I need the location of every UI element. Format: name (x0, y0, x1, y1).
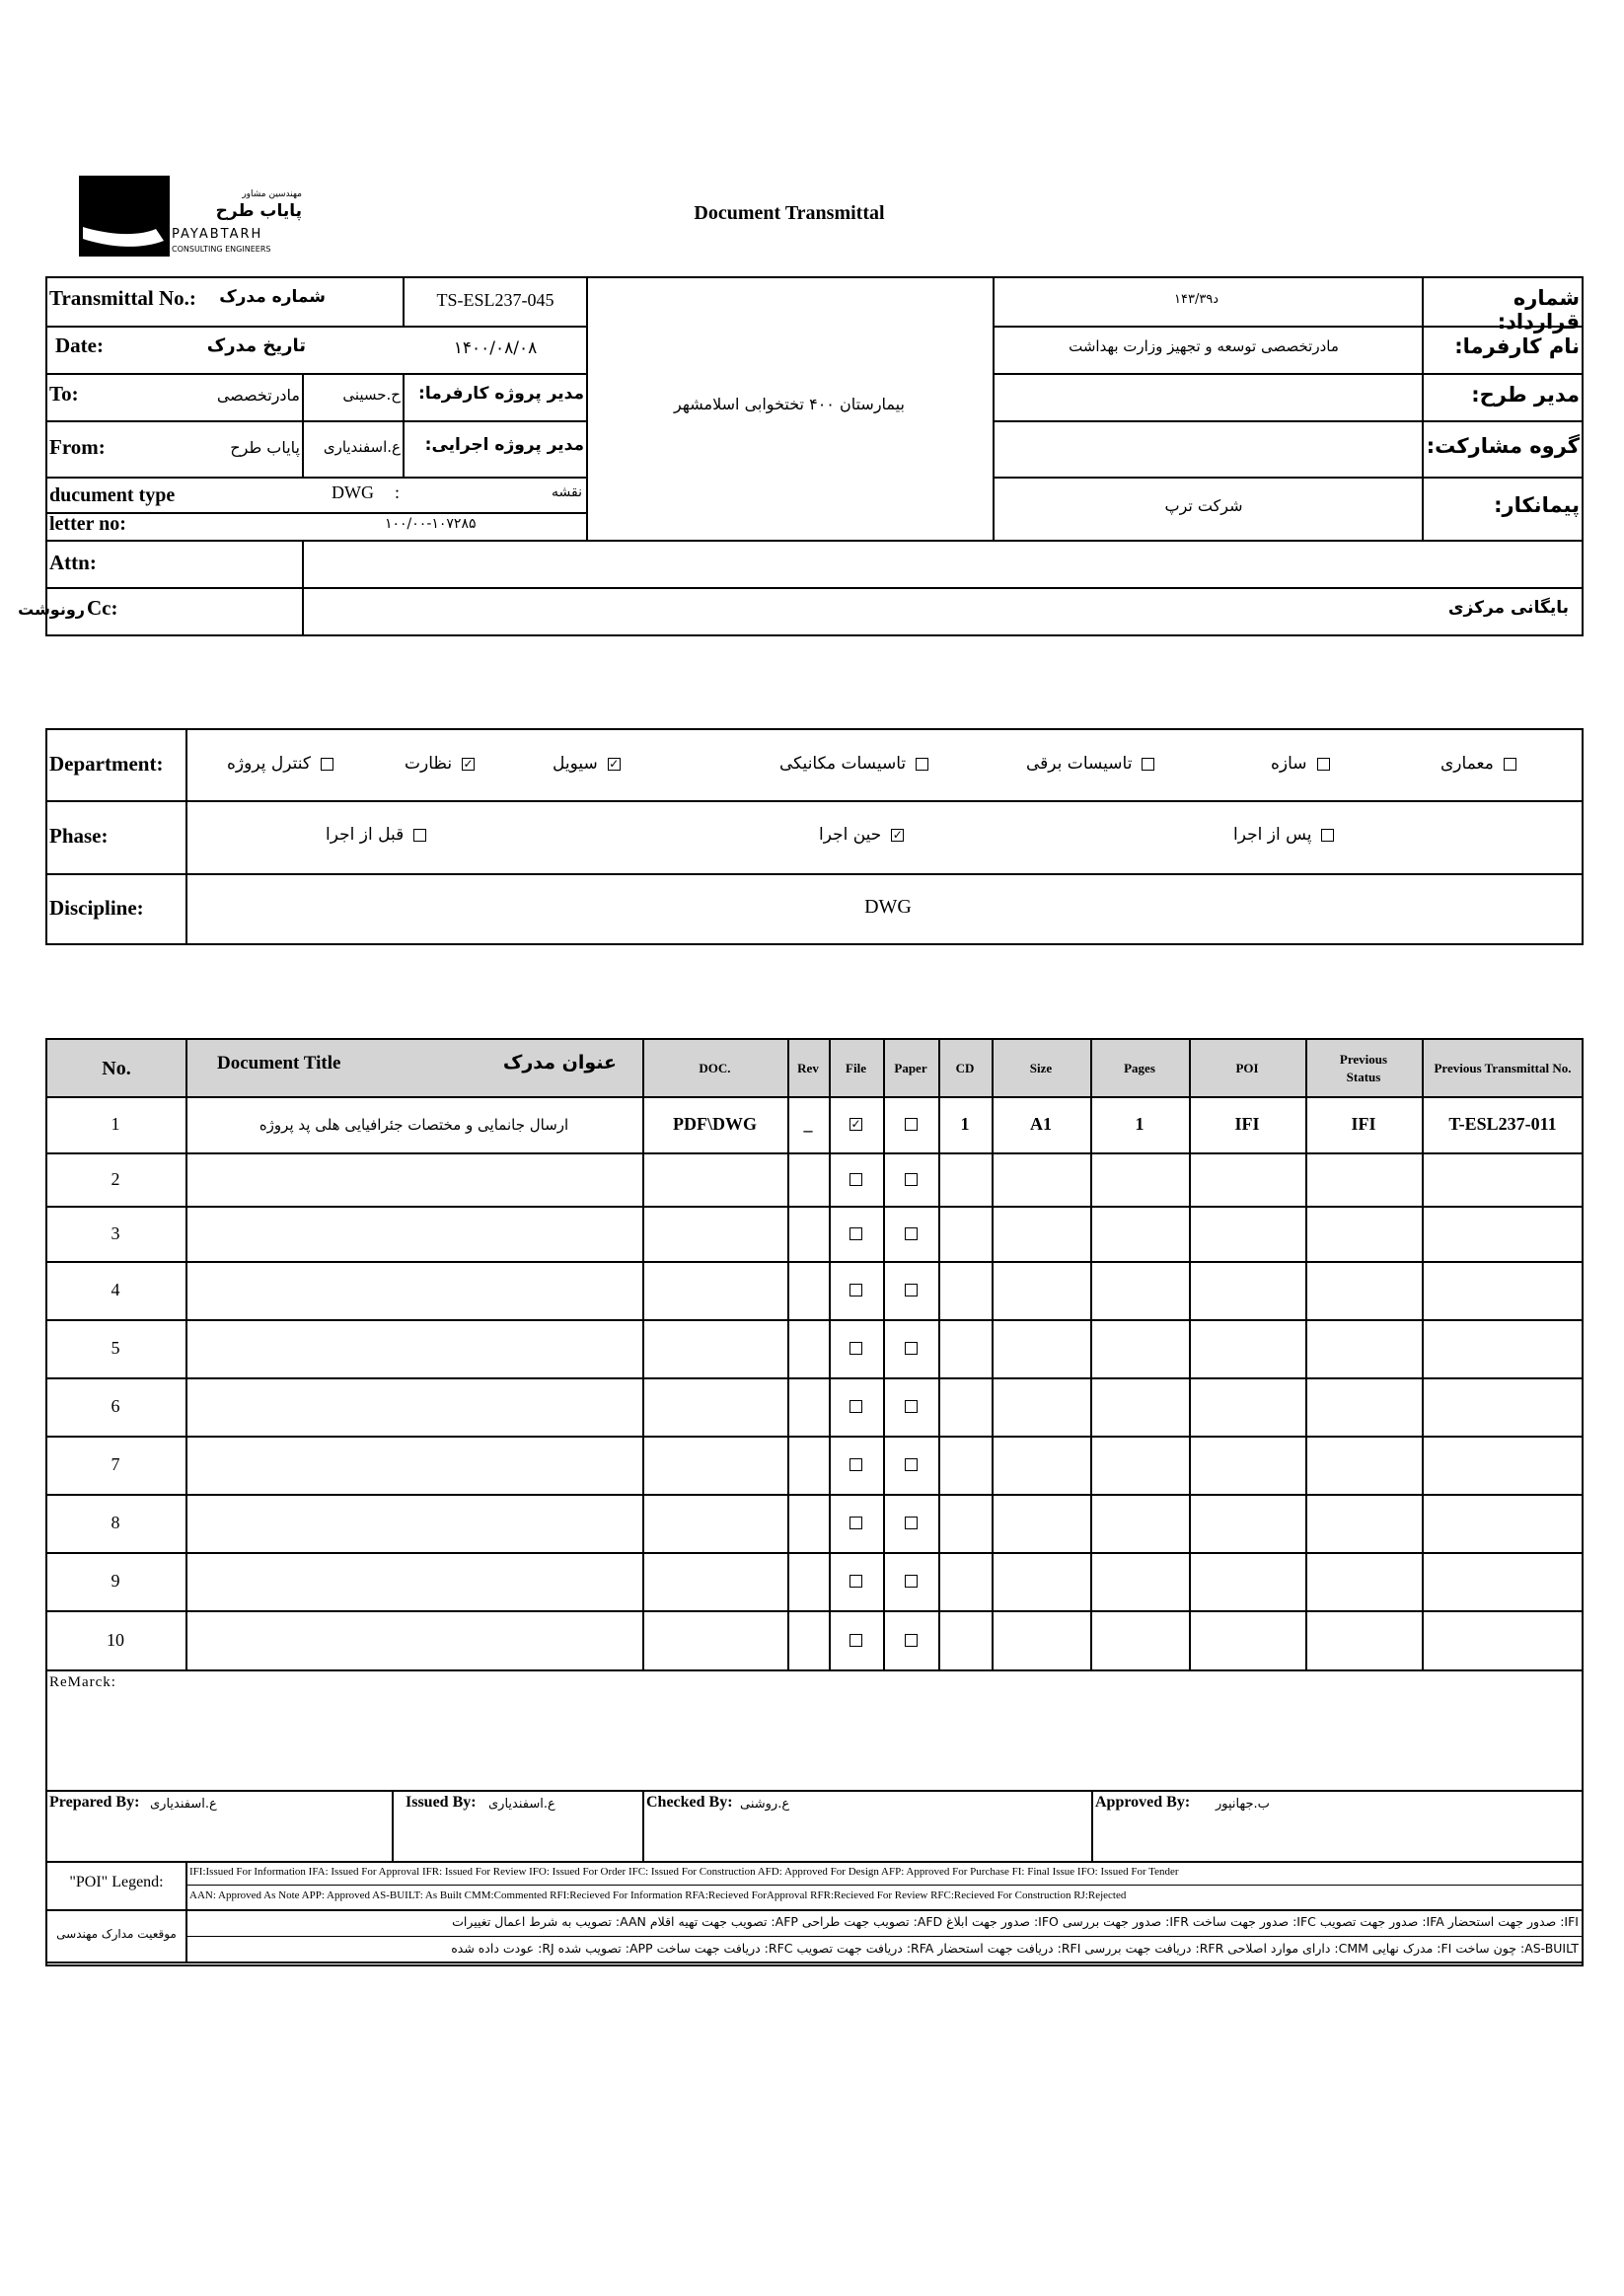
checkbox-icon[interactable] (905, 1634, 918, 1647)
checkbox-checked-icon[interactable]: ✓ (609, 756, 620, 771)
legend-line-1: IFI:Issued For Information IFA: Issued For Approval IFR: Issued For Review IFO: Issued For Order IFC: Issued For Construction AFD: Approved For Design AFP: Approved For Purchase FI: Final Issue IFO: Issued For Tender (189, 1866, 1179, 1878)
cell-no: 3 (111, 1222, 120, 1243)
position-label: موقعیت مدارک مهندسی (56, 1927, 177, 1941)
checkbox-icon[interactable] (849, 1634, 862, 1647)
approved-label: Approved By: (1095, 1794, 1191, 1811)
cell-file (829, 1494, 883, 1552)
cell-file (829, 1152, 883, 1206)
cell-paper (883, 1377, 938, 1436)
checkbox-icon[interactable] (905, 1400, 918, 1413)
department-option[interactable] (779, 754, 928, 774)
checkbox-icon[interactable] (1317, 758, 1330, 771)
logo-mark-icon (79, 176, 170, 257)
checkbox-icon[interactable] (905, 1118, 918, 1131)
th-pages: Pages (1124, 1060, 1155, 1075)
department-option[interactable] (1026, 754, 1154, 774)
cell-title: ارسال جانمایی و مختصات جئرافیایی هلی پد پروژه (258, 1115, 569, 1134)
client-pm-label: مدیر پروژه کارفرما: (418, 384, 584, 404)
attn-label: Attn: (49, 551, 97, 574)
cell-no: 9 (111, 1571, 120, 1591)
th-rev: Rev (797, 1060, 819, 1075)
discipline-label: Discipline: (49, 896, 144, 920)
th-title-fa: عنوان مدرک (502, 1052, 617, 1074)
department-option[interactable] (405, 754, 475, 774)
cell-paper (883, 1436, 938, 1494)
client-label: نام کارفرما: (1454, 334, 1580, 358)
cell-file (829, 1436, 883, 1494)
logo-fa-small: مهندسین مشاور (242, 189, 302, 199)
contract-no-label: شماره قرارداد: (1497, 286, 1580, 333)
exec-pm-label: مدیر پروژه اجرایی: (424, 435, 584, 455)
phase-label: Phase: (49, 824, 109, 848)
checkbox-icon[interactable] (1142, 758, 1154, 771)
checkbox-icon[interactable] (849, 1517, 862, 1529)
department-option-label: معماری (1440, 754, 1494, 774)
th-prev-transmittal: Previous Transmittal No. (1434, 1060, 1572, 1075)
checkbox-icon[interactable] (905, 1458, 918, 1471)
department-option-label: تاسیسات مکانیکی (779, 754, 907, 774)
from-label: From: (49, 435, 106, 459)
department-option[interactable] (227, 754, 333, 774)
th-no: No. (102, 1057, 131, 1079)
th-prev-status: Previous Status (1339, 1051, 1388, 1084)
transmittal-no: TS-ESL237-045 (436, 290, 554, 310)
cc-label: Cc: (87, 596, 118, 620)
prepared-label: Prepared By: (49, 1794, 140, 1811)
phase-option[interactable] (1233, 825, 1334, 845)
cell-no: 1 (111, 1114, 120, 1134)
cc-value: بایگانی مرکزی (1447, 598, 1569, 618)
date-label-fa: تاریخ مدرک (206, 335, 306, 356)
department-option-label: کنترل پروژه (227, 754, 311, 774)
cell-no: 8 (111, 1513, 120, 1532)
checkbox-checked-icon[interactable]: ✓ (463, 756, 474, 771)
phase-option[interactable] (326, 825, 426, 845)
cell-poi: IFI (1234, 1114, 1260, 1134)
exec-pm-name: ع.اسفندیاری (323, 438, 401, 456)
cell-paper (883, 1319, 938, 1377)
checkbox-icon[interactable] (413, 829, 426, 842)
th-poi: POI (1235, 1060, 1259, 1075)
checkbox-icon[interactable] (1321, 829, 1334, 842)
checkbox-icon[interactable] (849, 1458, 862, 1471)
remark-label: ReMarck: (49, 1674, 116, 1690)
logo-fa-name: پایاب طرح (215, 201, 302, 221)
cell-file (829, 1552, 883, 1610)
checkbox-icon[interactable] (849, 1227, 862, 1240)
checkbox-icon[interactable] (905, 1517, 918, 1529)
checkbox-icon[interactable] (849, 1284, 862, 1296)
date-value: ۱۴۰۰/۰۸/۰۸ (453, 338, 538, 358)
th-file: File (846, 1060, 866, 1075)
department-option[interactable] (1271, 754, 1330, 774)
cell-file (829, 1261, 883, 1319)
cell-prev-status: IFI (1351, 1114, 1376, 1134)
approved-value: ب.جهانپور (1216, 1797, 1270, 1812)
checkbox-icon[interactable] (905, 1173, 918, 1186)
department-option-label: نظارت (405, 754, 453, 774)
legend-fa-line-1: IFI: صدور جهت استحضار IFA: صدور جهت تصویب IFC: صدور جهت ساخت IFR: صدور جهت بررسی IFO: صدور جهت ابلاغ AFD: تصویب جهت طراحی AFP: تصویب جهت تهیه اقلام AAN: تصویب به شرط اعمال تغییرات (452, 1914, 1579, 1929)
cell-paper (883, 1096, 938, 1152)
checkbox-icon[interactable] (905, 1284, 918, 1296)
cell-paper (883, 1552, 938, 1610)
phase-option-label: قبل از اجرا (326, 825, 405, 845)
contractor-value: شرکت ترپ (1164, 496, 1243, 515)
checkbox-icon[interactable] (849, 1575, 862, 1588)
cell-paper (883, 1494, 938, 1552)
page-title: Document Transmittal (694, 202, 885, 224)
date-label: Date: (55, 333, 104, 357)
checkbox-icon[interactable] (849, 1342, 862, 1355)
doctype-value: DWG (332, 482, 374, 502)
transmittal-label-fa: شماره مدرک (219, 287, 326, 307)
checkbox-checked-icon[interactable]: ✓ (850, 1117, 861, 1131)
department-option[interactable] (553, 754, 621, 774)
issued-label: Issued By: (406, 1794, 477, 1811)
cell-file (829, 1610, 883, 1669)
checkbox-icon[interactable] (849, 1173, 862, 1186)
cc-label-fa: رونوشت (18, 600, 85, 619)
department-option[interactable] (1440, 754, 1516, 774)
checkbox-icon[interactable] (849, 1400, 862, 1413)
cell-file (829, 1206, 883, 1261)
partner-label: گروه مشارکت: (1426, 434, 1580, 458)
cell-doc: PDF\DWG (673, 1114, 757, 1134)
from-value: پایاب طرح (230, 438, 300, 457)
doctype-fa: نقشه (552, 484, 582, 500)
checked-value: ع.روشنی (740, 1797, 790, 1812)
checkbox-icon[interactable] (916, 758, 928, 771)
project-name: بیمارستان ۴۰۰ تختخوابی اسلامشهر (674, 395, 905, 413)
to-label: To: (49, 382, 79, 406)
cell-paper (883, 1206, 938, 1261)
cell-cd: 1 (960, 1114, 970, 1134)
letter-value: ۱۰۰/۰۰-۱۰۷۲۸۵ (385, 516, 477, 532)
department-label: Department: (49, 752, 164, 776)
cell-paper (883, 1610, 938, 1669)
legend-line-2: AAN: Approved As Note APP: Approved AS-BUILT: As Built CMM:Commented RFI:Recieved For Information RFA:Recieved ForApproval RFR:Recieved For Review RFC:Recieved For Construction RJ:Rejected (189, 1889, 1127, 1901)
cell-rev: _ (803, 1114, 813, 1134)
cell-paper (883, 1152, 938, 1206)
cell-file (829, 1319, 883, 1377)
cell-no: 5 (111, 1338, 120, 1358)
prepared-value: ع.اسفندیاری (150, 1797, 217, 1812)
checked-label: Checked By: (646, 1794, 733, 1811)
checkbox-icon[interactable] (321, 758, 333, 771)
checkbox-icon[interactable] (905, 1227, 918, 1240)
designer-label: مدیر طرح: (1471, 383, 1580, 407)
checkbox-icon[interactable] (905, 1342, 918, 1355)
checkbox-icon[interactable] (1504, 758, 1516, 771)
cell-file (829, 1096, 883, 1152)
cell-no: 10 (107, 1629, 124, 1650)
th-doc: DOC. (699, 1060, 731, 1075)
cell-pages: 1 (1135, 1114, 1144, 1134)
th-title-en: Document Title (217, 1053, 341, 1074)
client-pm-name: ح.حسینی (342, 386, 401, 404)
poi-legend-label: "POI" Legend: (69, 1874, 164, 1890)
doctype-label: ducument type (49, 484, 176, 506)
th-cd: CD (955, 1060, 975, 1075)
phase-option-label: پس از اجرا (1233, 825, 1312, 845)
discipline-value: DWG (864, 896, 912, 918)
logo-en-sub: CONSULTING ENGINEERS (172, 245, 271, 254)
th-paper: Paper (894, 1060, 927, 1075)
department-option-label: سیویل (553, 754, 598, 774)
legend-fa-line-2: AS-BUILT: چون ساخت FI: مدرک نهایی CMM: دارای موارد اصلاحی RFR: دریافت جهت بررسی RFI: دریافت جهت استحضار RFA: دریافت جهت تصویب RFC: دریافت جهت ساخت APP: تصویب شده RJ: عودت داده شده (451, 1941, 1579, 1956)
phase-option[interactable] (819, 825, 904, 845)
checkbox-checked-icon[interactable]: ✓ (892, 827, 903, 842)
phase-option-label: حین اجرا (819, 825, 882, 845)
company-logo (79, 176, 306, 257)
logo-en-name: PAYABTARH (172, 227, 263, 242)
department-option-label: سازه (1271, 754, 1307, 774)
cell-no: 7 (111, 1454, 120, 1474)
contractor-label: پیمانکار: (1494, 493, 1580, 517)
issued-value: ع.اسفندیاری (488, 1797, 555, 1812)
doctype-colon: : (395, 482, 401, 502)
to-value: مادرتخصصی (216, 386, 300, 405)
department-option-label: تاسیسات برقی (1026, 754, 1133, 774)
cell-no: 4 (111, 1280, 120, 1299)
client-value: مادرتخصصی توسعه و تجهیز وزارت بهداشت (1069, 337, 1339, 355)
cell-no: 2 (111, 1168, 120, 1189)
cell-paper (883, 1261, 938, 1319)
cell-no: 6 (111, 1396, 120, 1416)
cell-size: A1 (1030, 1114, 1052, 1134)
contract-no-value: ۱۴۳/۳۹د (1174, 292, 1219, 307)
th-size: Size (1029, 1060, 1053, 1075)
transmittal-label: Transmittal No.: (49, 286, 196, 310)
cell-prev-transmittal: T-ESL237-011 (1448, 1114, 1557, 1134)
letter-label: letter no: (49, 513, 126, 535)
checkbox-icon[interactable] (905, 1575, 918, 1588)
cell-file (829, 1377, 883, 1436)
